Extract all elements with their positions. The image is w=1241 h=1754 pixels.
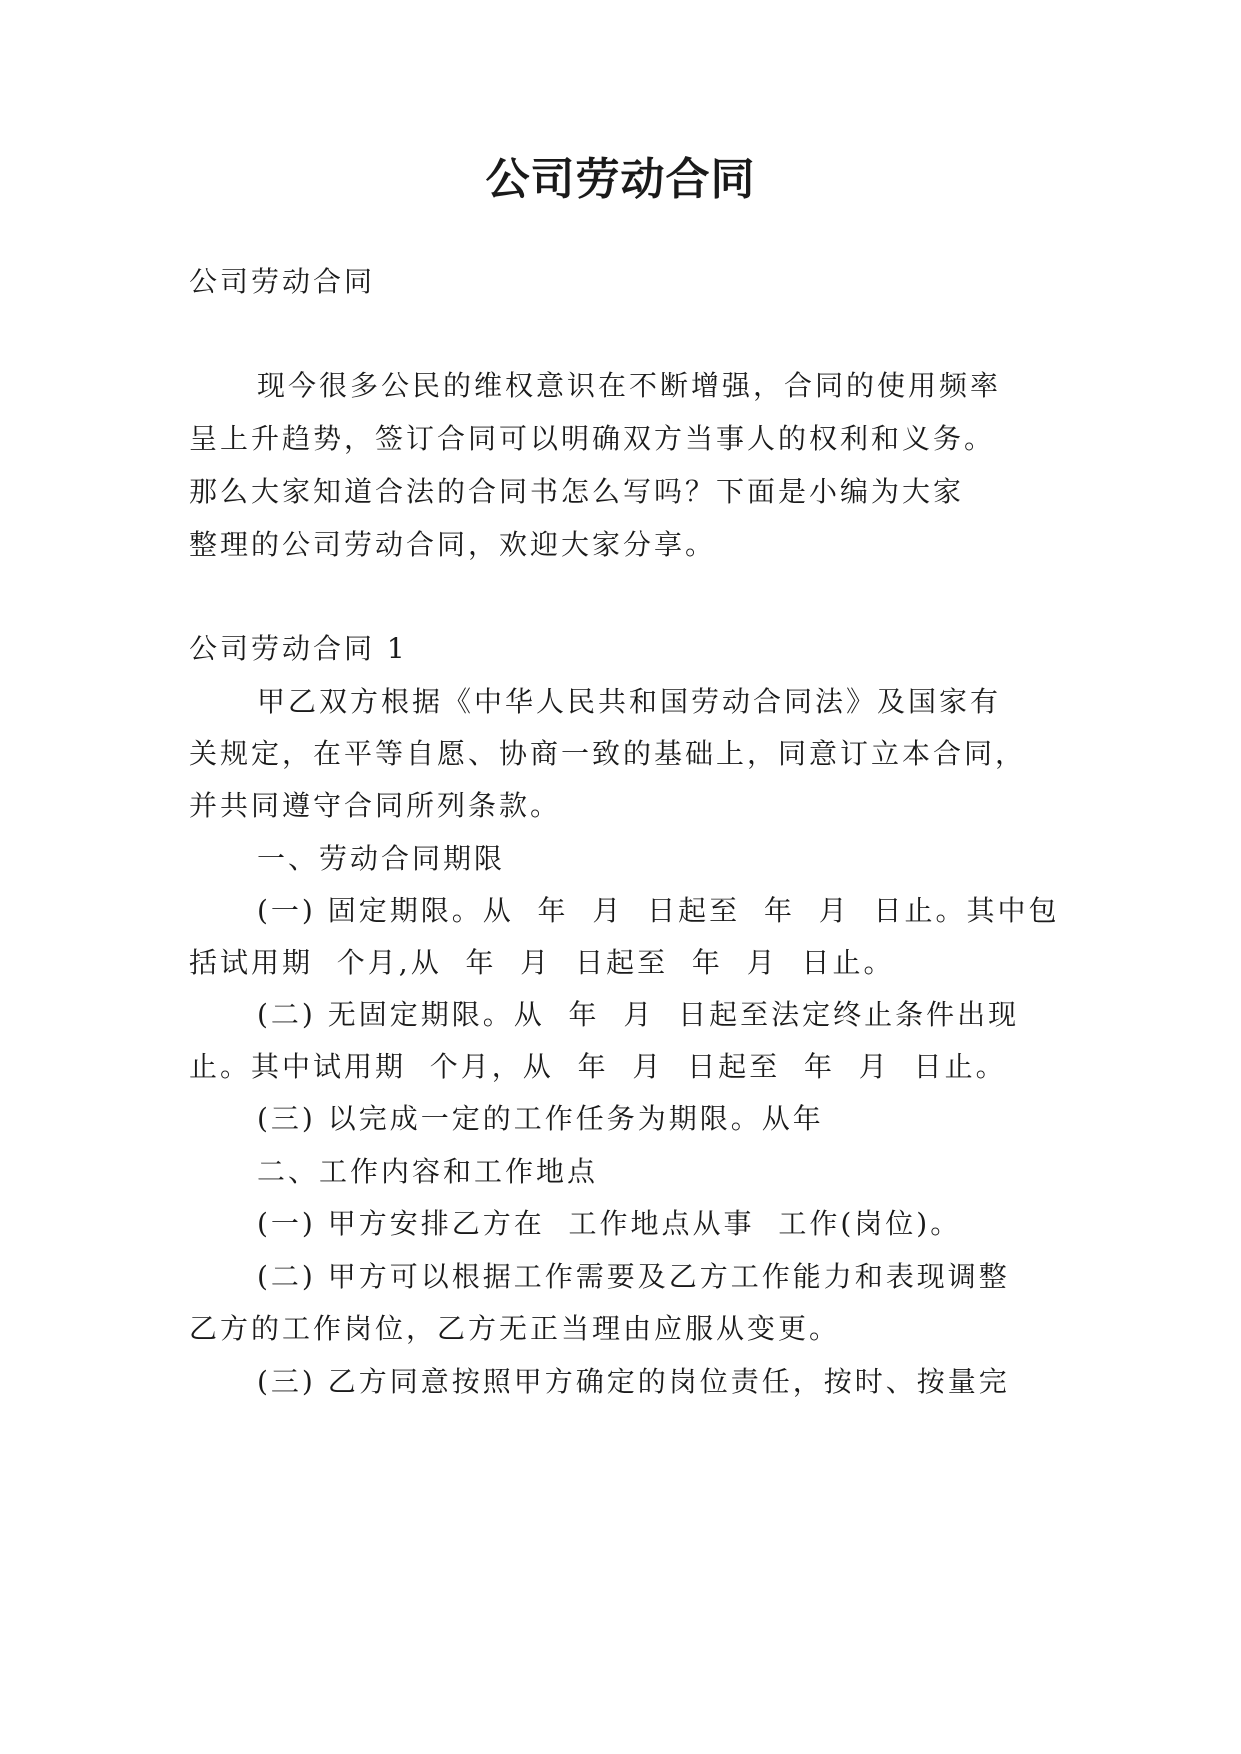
clause-heading: 二、工作内容和工作地点 — [257, 1155, 599, 1188]
contract-line: 并共同遵守合同所列条款。 — [189, 789, 562, 822]
clause-heading: 一、劳动合同期限 — [257, 842, 506, 875]
contract-line: (三) 乙方同意按照甲方确定的岗位责任，按时、按量完 — [257, 1365, 1010, 1398]
document-title: 公司劳动合同 — [485, 154, 756, 205]
intro-line: 呈上升趋势，签订合同可以明确双方当事人的权利和义务。 — [189, 422, 996, 455]
contract-line: (一) 固定期限。从 年 月 日起至 年 月 日止。其中包 — [257, 894, 1060, 927]
contract-line: 甲乙双方根据《中华人民共和国劳动合同法》及国家有 — [257, 685, 1002, 718]
contract-line: 关规定，在平等自愿、协商一致的基础上，同意订立本合同， — [189, 737, 1027, 770]
section-heading: 公司劳动合同 1 — [189, 632, 408, 665]
contract-line: (二) 无固定期限。从 年 月 日起至法定终止条件出现 — [257, 998, 1020, 1031]
contract-line: (二) 甲方可以根据工作需要及乙方工作能力和表现调整 — [257, 1260, 1010, 1293]
intro-line: 那么大家知道合法的合同书怎么写吗？下面是小编为大家 — [189, 475, 965, 508]
intro-line: 现今很多公民的维权意识在不断增强，合同的使用频率 — [257, 369, 1002, 402]
contract-line: 乙方的工作岗位，乙方无正当理由应服从变更。 — [189, 1312, 841, 1345]
contract-line: 止。其中试用期 个月，从 年 月 日起至 年 月 日止。 — [189, 1050, 1007, 1083]
document-subtitle: 公司劳动合同 — [189, 265, 376, 298]
contract-line: (一) 甲方安排乙方在 工作地点从事 工作(岗位)。 — [257, 1207, 962, 1240]
intro-line: 整理的公司劳动合同，欢迎大家分享。 — [189, 528, 717, 561]
contract-line: (三) 以完成一定的工作任务为期限。从年 — [257, 1102, 824, 1135]
contract-line: 括试用期 个月,从 年 月 日起至 年 月 日止。 — [189, 946, 895, 979]
